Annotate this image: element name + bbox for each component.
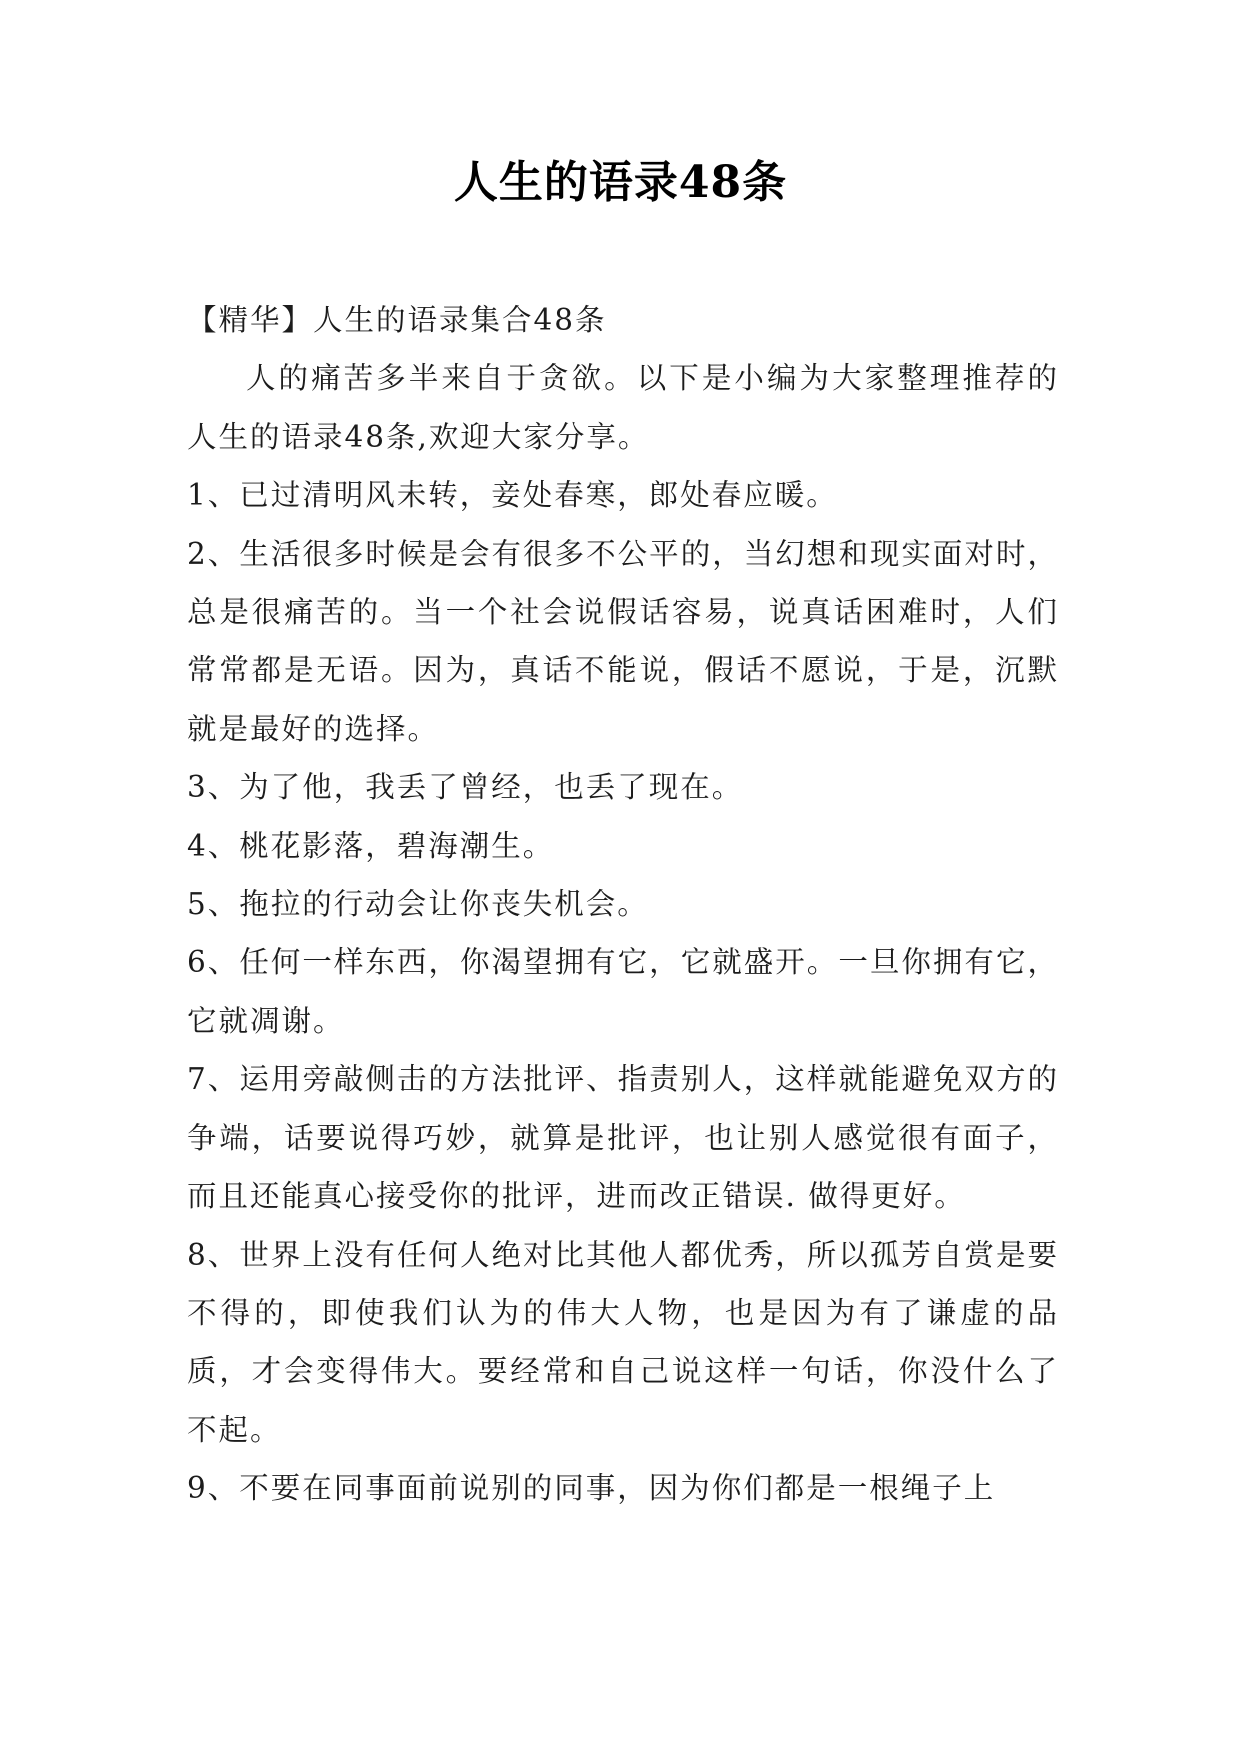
paragraph-quote-8: 8、世界上没有任何人绝对比其他人都优秀，所以孤芳自赏是要不得的，即使我们认为的伟大人物，也是因为有了谦虚的品质，才会变得伟大。要经常和自己说这样一句话，你没什么了不起。	[187, 1237, 1059, 1447]
paragraph-quote-6: 6、任何一样东西，你渴望拥有它，它就盛开。一旦你拥有它，它就凋谢。	[187, 945, 1059, 1038]
document-body	[187, 291, 1059, 1518]
paragraph-quote-9: 9、不要在同事面前说别的同事，因为你们都是一根绳子上	[187, 1471, 996, 1506]
paragraph-quote-5: 5、拖拉的行动会让你丧失机会。	[187, 887, 649, 922]
paragraph-quote-2: 2、生活很多时候是会有很多不公平的，当幻想和现实面对时，总是很痛苦的。当一个社会说假话容易，说真话困难时，人们常常都是无语。因为，真话不能说，假话不愿说，于是，沉默就是最好的选择。	[187, 536, 1059, 746]
paragraph-quote-4: 4、桃花影落，碧海潮生。	[187, 828, 555, 863]
paragraph-quote-1: 1、已过清明风未转，妾处春寒，郎处春应暖。	[187, 478, 838, 513]
paragraph-intro: 人的痛苦多半来自于贪欲。以下是小编为大家整理推荐的人生的语录48条,欢迎大家分享。	[187, 361, 1059, 454]
paragraph-quote-3: 3、为了他，我丢了曾经，也丢了现在。	[187, 770, 744, 805]
document-title: 人生的语录48条	[453, 157, 788, 208]
paragraph-quote-7: 7、运用旁敲侧击的方法批评、指责别人，这样就能避免双方的争端，话要说得巧妙，就算是批评，也让别人感觉很有面子，而且还能真心接受你的批评，进而改正错误. 做得更好。	[187, 1062, 1059, 1214]
paragraph-subtitle: 【精华】人生的语录集合48条	[187, 303, 607, 337]
